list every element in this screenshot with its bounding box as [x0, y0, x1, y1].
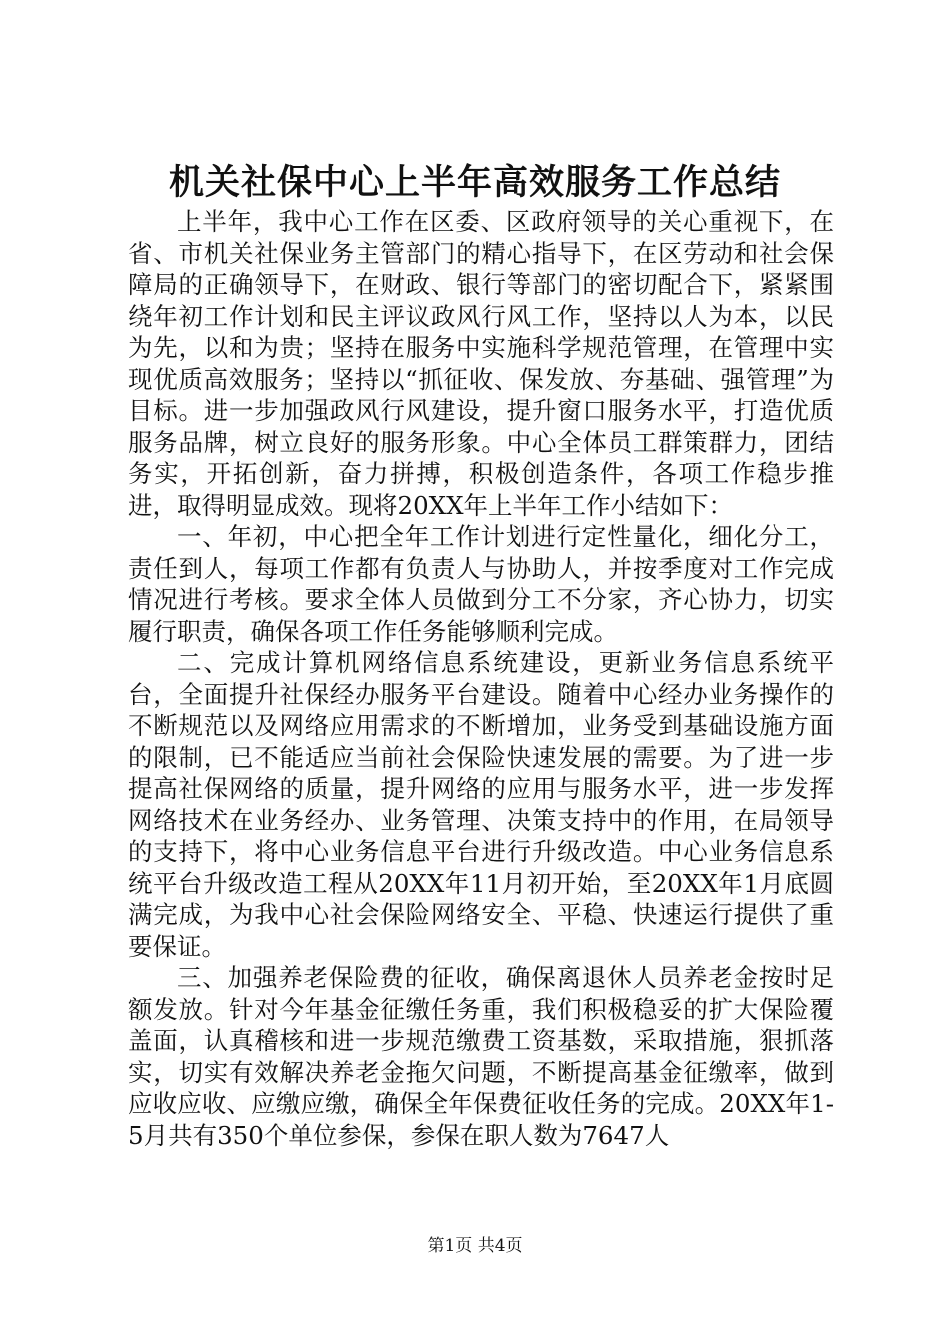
paragraph-intro: 上半年，我中心工作在区委、区政府领导的关心重视下，在省、市机关社保业务主管部门的精心指导下，在区劳动和社会保障局的正确领导下，在财政、银行等部门的密切配合下，紧紧围绕年初工作计划和民主评议政风行风工作，坚持以人为本，以民为先，以和为贵；坚持在服务中实施科学规范管理，在管理中实现优质高效服务；坚持以“抓征收、保发放、夯基础、强管理”为目标。进一步加强政风行风建设，提升窗口服务水平，打造优质服务品牌，树立良好的服务形象。中心全体员工群策群力，团结务实，开拓创新，奋力拼搏，积极创造条件，各项工作稳步推进，取得明显成效。现将20XX年上半年工作小结如下：: [128, 207, 834, 520]
document-body: [128, 206, 834, 1151]
paragraph-section-1: 一、年初，中心把全年工作计划进行定性量化，细化分工，责任到人，每项工作都有负责人与协助人，并按季度对工作完成情况进行考核。要求全体人员做到分工不分家，齐心协力，切实履行职责，确保各项工作任务能够顺利完成。: [128, 522, 834, 646]
document-title: 机关社保中心上半年高效服务工作总结: [168, 163, 781, 203]
paragraph-section-3: 三、加强养老保险费的征收，确保离退休人员养老金按时足额发放。针对今年基金征缴任务重，我们积极稳妥的扩大保险覆盖面，认真稽核和进一步规范缴费工资基数，采取措施，狠抓落实，切实有效解决养老金拖欠问题，不断提高基金征缴率，做到应收应收、应缴应缴，确保全年保费征收任务的完成。20XX年1-5月共有350个单位参保，参保在职人数为7647人: [128, 963, 834, 1150]
page-number-footer: 第1页 共4页: [427, 1236, 523, 1256]
paragraph-section-2: 二、完成计算机网络信息系统建设，更新业务信息系统平台，全面提升社保经办服务平台建设。随着中心经办业务操作的不断规范以及网络应用需求的不断增加，业务受到基础设施方面的限制，已不能适应当前社会保险快速发展的需要。为了进一步提高社保网络的质量，提升网络的应用与服务水平，进一步发挥网络技术在业务经办、业务管理、决策支持中的作用，在局领导的支持下，将中心业务信息平台进行升级改造。中心业务信息系统平台升级改造工程从20XX年11月初开始，至20XX年1月底圆满完成，为我中心社会保险网络安全、平稳、快速运行提供了重要保证。: [128, 648, 834, 961]
